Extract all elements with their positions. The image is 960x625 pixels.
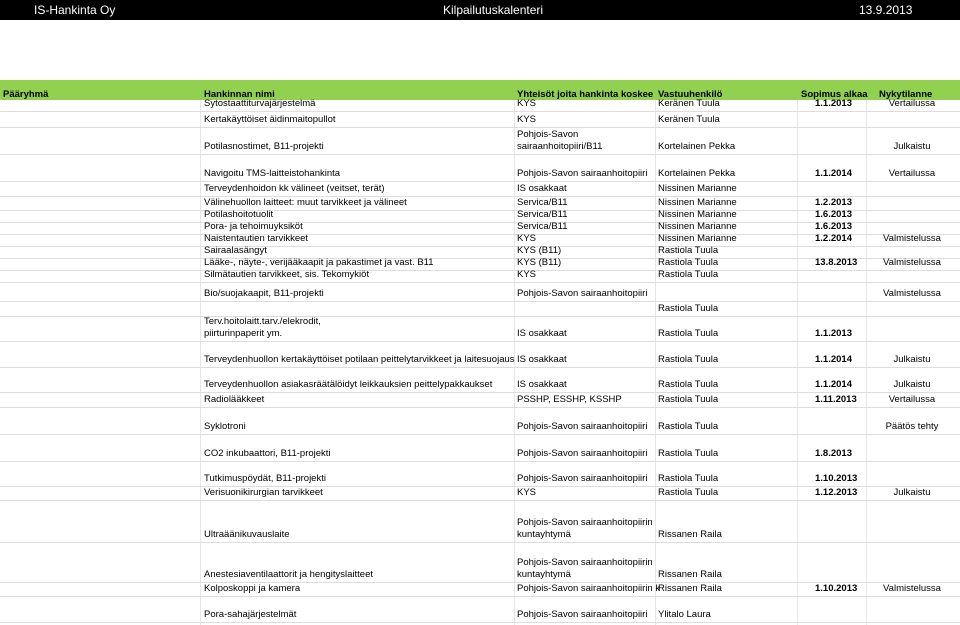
status-cell: Vertailussa — [888, 98, 936, 109]
contract-start-cell: 1.8.2013 — [815, 448, 852, 459]
table-row[interactable] — [0, 583, 960, 597]
procurement-name-cell: Terveydenhuollon kertakäyttöiset potilaan peittelytarvikkeet ja laitesuojaus — [204, 354, 515, 365]
responsible-person-cell: Kortelainen Pekka — [658, 168, 736, 179]
organisations-cell: Servica/B11 — [517, 197, 568, 208]
status-cell: Julkaistu — [893, 487, 931, 498]
table-row[interactable] — [0, 283, 960, 302]
procurement-name-cell: Ultraäänikuvauslaite — [204, 529, 290, 540]
organisations-cell: Servica/B11 — [517, 221, 568, 232]
procurement-name-cell: Silmätautien tarvikkeet, sis. Tekomykiöt — [204, 269, 370, 280]
organisations-cell: Pohjois-Savon sairaanhoitopiiri — [517, 288, 648, 299]
responsible-person-cell: Rastiola Tuula — [658, 473, 719, 484]
status-cell: Valmistelussa — [883, 583, 941, 594]
responsible-person-cell: Rissanen Raila — [658, 583, 722, 594]
organisations-cell: Pohjois-Savon sairaanhoitopiiri — [517, 609, 648, 620]
organisations-cell: IS osakkaat — [517, 354, 567, 365]
responsible-person-cell: Rastiola Tuula — [658, 487, 719, 498]
column-header[interactable]: Hankinnan nimi — [204, 89, 275, 100]
contract-start-cell: 1.2.2013 — [815, 197, 852, 208]
procurement-name-cell: Sytostaattiturvajärjestelmä — [204, 98, 316, 109]
organisations-cell: PSSHP, ESSHP, KSSHP — [517, 394, 622, 405]
contract-start-cell: 1.10.2013 — [815, 473, 858, 484]
procurement-name-cell: Naistentautien tarvikkeet — [204, 233, 309, 244]
responsible-person-cell: Kortelainen Pekka — [658, 141, 736, 152]
table-row[interactable] — [0, 435, 960, 462]
procurement-name-cell: Syklotroni — [204, 421, 246, 432]
organisations-cell: Pohjois-Savon sairaanhoitopiiri — [517, 421, 648, 432]
procurement-name-cell: Terveydenhoidon kk välineet (veitset, terät) — [204, 183, 385, 194]
organisations-cell: IS osakkaat — [517, 328, 567, 339]
responsible-person-cell: Rastiola Tuula — [658, 257, 719, 268]
procurement-name-cell: Potilashoitotuolit — [204, 209, 274, 220]
procurement-name-cell: CO2 inkubaattori, B11-projekti — [204, 448, 331, 459]
table-row[interactable] — [0, 408, 960, 435]
contract-start-cell: 1.1.2013 — [815, 98, 852, 109]
procurement-name-cell: Pora- ja tehoimuyksiköt — [204, 221, 303, 232]
procurement-name-cell: Kertakäyttöiset äidinmaitopullot — [204, 114, 336, 125]
status-cell: Julkaistu — [893, 379, 931, 390]
responsible-person-cell: Nissinen Marianne — [658, 197, 737, 208]
procurement-name-cell: Kolposkoppi ja kamera — [204, 583, 301, 594]
title-bar — [0, 0, 960, 20]
contract-start-cell: 1.2.2014 — [815, 233, 852, 244]
column-header[interactable]: Yhteisöt joita hankinta koskee — [517, 89, 654, 100]
status-cell: Valmistelussa — [883, 257, 941, 268]
status-cell: Päätös tehty — [885, 421, 939, 432]
procurement-name-cell: Pora-sahajärjestelmät — [204, 609, 297, 620]
procurement-name-cell: Navigoitu TMS-laitteistohankinta — [204, 168, 341, 179]
responsible-person-cell: Rissanen Raila — [658, 529, 722, 540]
procurement-name-cell: Potilasnostimet, B11-projekti — [204, 141, 324, 152]
table-row[interactable] — [0, 259, 960, 271]
column-header[interactable]: Sopimus alkaa — [801, 89, 868, 100]
table-row[interactable] — [0, 100, 960, 112]
column-header[interactable]: Pääryhmä — [3, 89, 49, 100]
responsible-person-cell: Nissinen Marianne — [658, 183, 737, 194]
responsible-person-cell: Rastiola Tuula — [658, 448, 719, 459]
procurement-name-cell: Lääke-, näyte-, verijääkaapit ja pakastimet ja vast. B11 — [204, 257, 434, 268]
contract-start-cell: 1.12.2013 — [815, 487, 858, 498]
organisations-cell: KYS (B11) — [517, 257, 562, 268]
responsible-person-cell: Rastiola Tuula — [658, 354, 719, 365]
table-row[interactable] — [0, 235, 960, 247]
responsible-person-cell: Nissinen Marianne — [658, 221, 737, 232]
organisations-cell: KYS (B11) — [517, 245, 562, 256]
contract-start-cell: 13.8.2013 — [815, 257, 858, 268]
organisations-cell: KYS — [517, 114, 537, 125]
table-row[interactable] — [0, 317, 960, 342]
contract-start-cell: 1.6.2013 — [815, 221, 852, 232]
organisations-cell: KYS — [517, 487, 537, 498]
table-row[interactable] — [0, 393, 960, 408]
table-row[interactable] — [0, 597, 960, 623]
status-cell: Vertailussa — [888, 394, 936, 405]
organisations-cell: Pohjois-Savon sairaanhoitopiirin kuntayhtymä — [517, 517, 653, 540]
organisations-cell: KYS — [517, 269, 537, 280]
table-row[interactable] — [0, 182, 960, 197]
status-cell: Julkaistu — [893, 141, 931, 152]
status-cell: Valmistelussa — [883, 288, 941, 299]
table-row[interactable] — [0, 543, 960, 583]
responsible-person-cell: Rastiola Tuula — [658, 394, 719, 405]
table-header — [0, 80, 960, 100]
organisations-cell: Pohjois-Savon sairaanhoitopiiri — [517, 168, 648, 179]
status-cell: Valmistelussa — [883, 233, 941, 244]
responsible-person-cell: Rastiola Tuula — [658, 303, 719, 314]
responsible-person-cell: Rastiola Tuula — [658, 245, 719, 256]
procurement-name-cell: Anestesiaventilaattorit ja hengityslaitteet — [204, 569, 373, 580]
contract-start-cell: 1.6.2013 — [815, 209, 852, 220]
contract-start-cell: 1.10.2013 — [815, 583, 858, 594]
contract-start-cell: 1.1.2014 — [815, 168, 852, 179]
company-name: IS-Hankinta Oy — [34, 3, 116, 17]
responsible-person-cell: Rastiola Tuula — [658, 328, 719, 339]
table-row[interactable] — [0, 342, 960, 368]
responsible-person-cell: Keränen Tuula — [658, 114, 720, 125]
procurement-name-cell: Tutkimuspöydät, B11-projekti — [204, 473, 326, 484]
responsible-person-cell: Keränen Tuula — [658, 98, 720, 109]
table-row[interactable] — [0, 302, 960, 317]
table-row[interactable] — [0, 271, 960, 283]
procurement-name-cell: Välinehuollon laitteet: muut tarvikkeet ja välineet — [204, 197, 407, 208]
responsible-person-cell: Nissinen Marianne — [658, 209, 737, 220]
contract-start-cell: 1.1.2014 — [815, 354, 852, 365]
organisations-cell: IS osakkaat — [517, 183, 567, 194]
table-row[interactable] — [0, 112, 960, 128]
responsible-person-cell: Rastiola Tuula — [658, 421, 719, 432]
responsible-person-cell: Rissanen Raila — [658, 569, 722, 580]
organisations-cell: KYS — [517, 98, 537, 109]
contract-start-cell: 1.1.2014 — [815, 379, 852, 390]
organisations-cell: Servica/B11 — [517, 209, 568, 220]
procurement-name-cell: Verisuonikirurgian tarvikkeet — [204, 487, 323, 498]
responsible-person-cell: Nissinen Marianne — [658, 233, 737, 244]
responsible-person-cell: Rastiola Tuula — [658, 379, 719, 390]
procurement-name-cell: Bio/suojakaapit, B11-projekti — [204, 288, 324, 299]
table-row[interactable] — [0, 128, 960, 155]
organisations-cell: Pohjois-Savon sairaanhoitopiirin kuntayhtymä — [517, 557, 653, 580]
status-cell: Vertailussa — [888, 168, 936, 179]
responsible-person-cell: Rastiola Tuula — [658, 269, 719, 280]
table-row[interactable] — [0, 368, 960, 393]
contract-start-cell: 1.1.2013 — [815, 328, 852, 339]
table-row[interactable] — [0, 462, 960, 487]
organisations-cell: IS osakkaat — [517, 379, 567, 390]
report-date: 13.9.2013 — [859, 3, 913, 17]
organisations-cell: Pohjois-Savon sairaanhoitopiirin k — [517, 583, 661, 594]
procurement-name-cell: Terveydenhuollon asiakasräätälöidyt leikkauksien peittelypakkaukset — [204, 379, 493, 390]
table-row[interactable] — [0, 487, 960, 501]
calendar-title: Kilpailutuskalenteri — [443, 3, 544, 17]
column-header[interactable]: Vastuuhenkilö — [658, 89, 723, 100]
table-row[interactable] — [0, 501, 960, 543]
column-header[interactable]: Nykytilanne — [879, 89, 933, 100]
organisations-cell: KYS — [517, 233, 537, 244]
procurement-name-cell: Sairaalasängyt — [204, 245, 267, 256]
procurement-name-cell: Terv.hoitolaitt.tarv./elekrodit, piirturinpaperit ym. — [204, 316, 321, 339]
organisations-cell: Pohjois-Savon sairaanhoitopiiri/B11 — [517, 129, 603, 152]
procurement-name-cell: Radiolääkkeet — [204, 394, 265, 405]
responsible-person-cell: Ylitalo Laura — [658, 609, 711, 620]
table-row[interactable] — [0, 155, 960, 182]
organisations-cell: Pohjois-Savon sairaanhoitopiiri — [517, 448, 648, 459]
status-cell: Julkaistu — [893, 354, 931, 365]
contract-start-cell: 1.11.2013 — [815, 394, 857, 405]
organisations-cell: Pohjois-Savon sairaanhoitopiiri — [517, 473, 648, 484]
